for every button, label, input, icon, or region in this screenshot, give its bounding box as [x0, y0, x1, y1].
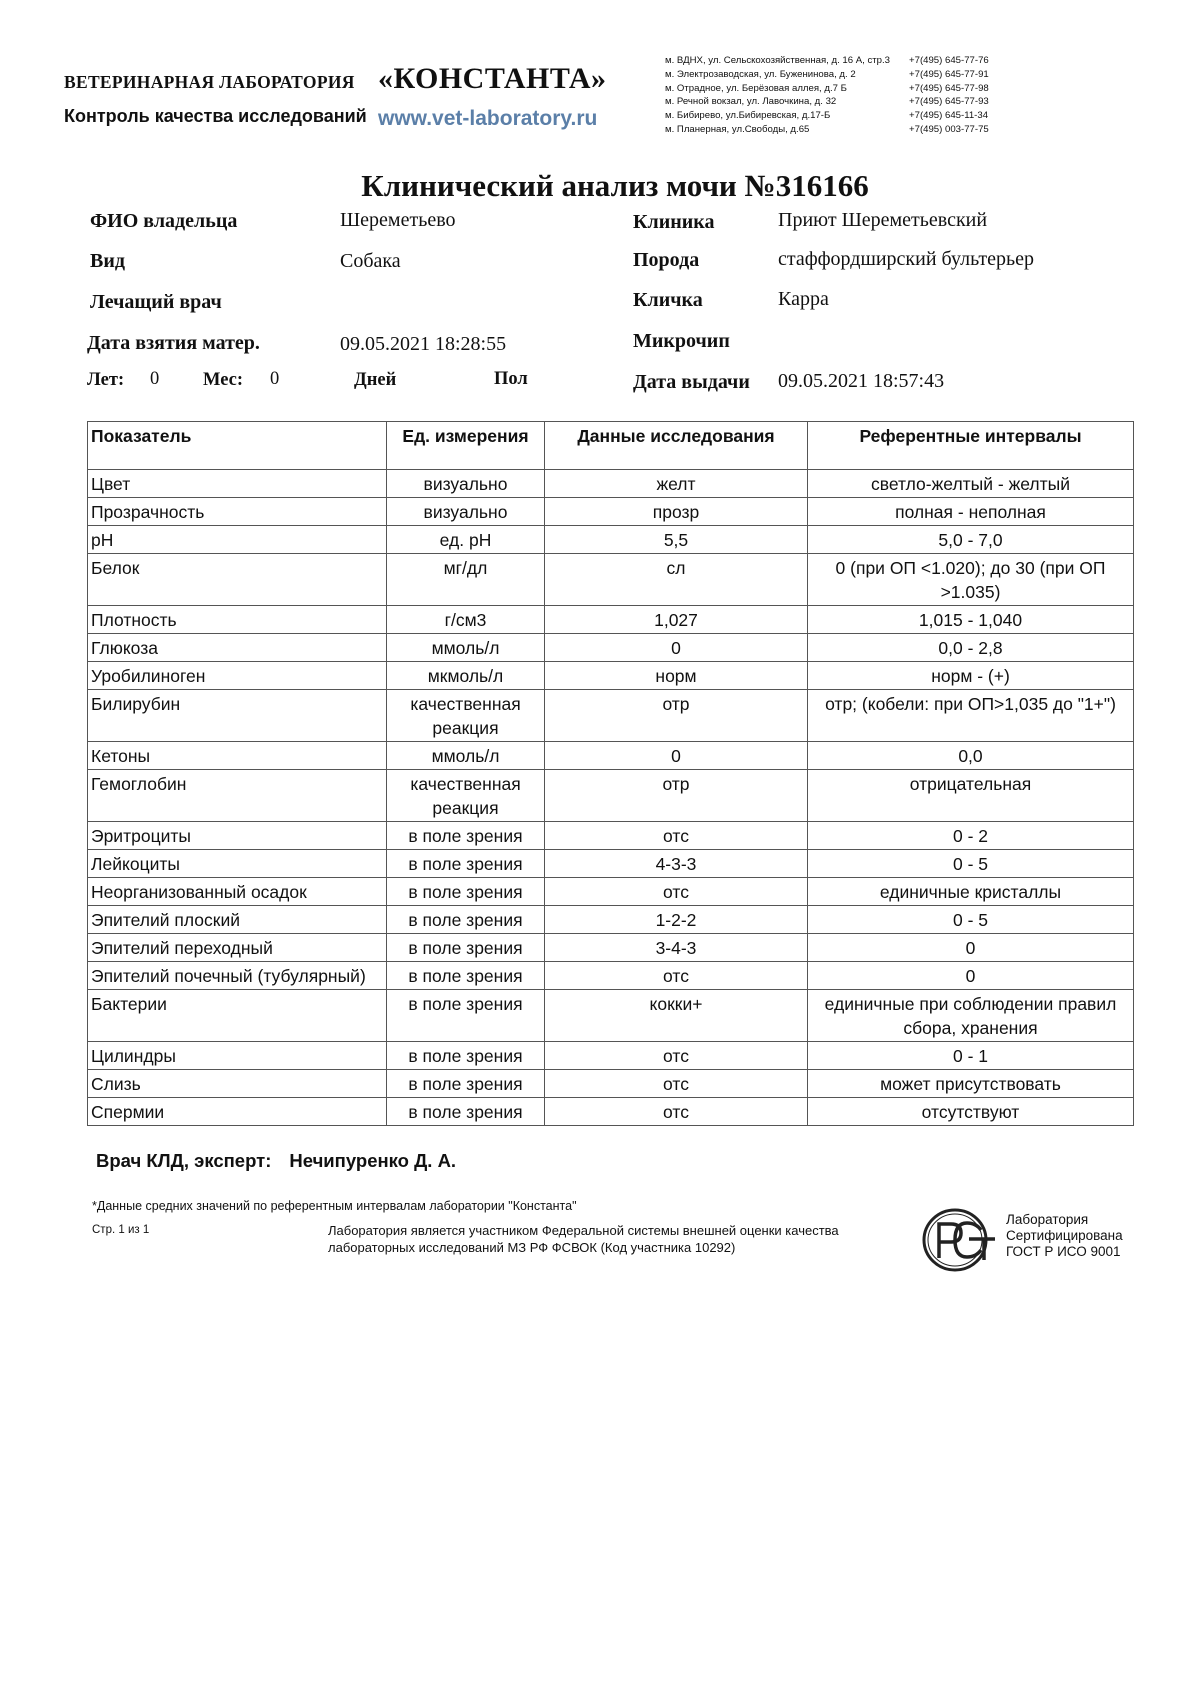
parameter-cell: Неорганизованный осадок: [88, 878, 387, 906]
table-row: [88, 662, 1134, 690]
parameter-cell: Уробилиноген: [88, 662, 387, 690]
address-row: [665, 68, 1010, 82]
parameter-cell: Бактерии: [88, 990, 387, 1042]
unit-cell: качественная реакция: [387, 770, 545, 822]
result-cell: 0: [545, 742, 808, 770]
table-row: [88, 1042, 1134, 1070]
parameter-cell: Слизь: [88, 1070, 387, 1098]
breed-label: Порода: [633, 249, 700, 271]
table-row: [88, 742, 1134, 770]
header-parameter: Показатель: [88, 422, 387, 470]
result-cell: отс: [545, 878, 808, 906]
table-row: [88, 878, 1134, 906]
reference-cell: единичные кристаллы: [808, 878, 1134, 906]
unit-cell: в поле зрения: [387, 934, 545, 962]
reference-cell: 0: [808, 962, 1134, 990]
table-row: [88, 690, 1134, 742]
parameter-cell: Гемоглобин: [88, 770, 387, 822]
reference-cell: отсутствуют: [808, 1098, 1134, 1126]
issue-date-value: 09.05.2021 18:57:43: [778, 370, 945, 392]
parameter-cell: Эпителий почечный (тубулярный): [88, 962, 387, 990]
result-cell: отс: [545, 962, 808, 990]
sample-date-value: 09.05.2021 18:28:55: [340, 333, 507, 355]
parameter-cell: Лейкоциты: [88, 850, 387, 878]
table-row: [88, 990, 1134, 1042]
reference-cell: 0 (при ОП <1.020); до 30 (при ОП >1.035): [808, 554, 1134, 606]
unit-cell: в поле зрения: [387, 962, 545, 990]
parameter-cell: Цилиндры: [88, 1042, 387, 1070]
table-row: [88, 850, 1134, 878]
parameter-cell: Белок: [88, 554, 387, 606]
page-number: Стр. 1 из 1: [92, 1224, 150, 1236]
lab-website-link[interactable]: www.vet-laboratory.ru: [378, 107, 598, 130]
address-list: [665, 54, 1010, 137]
parameter-cell: Эпителий переходный: [88, 934, 387, 962]
years-label: Лет:: [87, 370, 125, 390]
attending-doctor-label: Лечащий врач: [90, 291, 222, 313]
unit-cell: ед. pH: [387, 526, 545, 554]
address-text: м. Бибирево, ул.Бибиревская, д.17-Б: [665, 110, 831, 122]
fsvok-statement: Лаборатория является участником Федеральной системы внешней оценки качества лабораторных исследований МЗ РФ ФСВОК (Код участника 10292): [328, 1223, 839, 1255]
reference-cell: полная - неполная: [808, 498, 1134, 526]
months-value: 0: [270, 369, 280, 389]
lab-doctor-name: Нечипуренко Д. А.: [289, 1150, 457, 1171]
result-cell: отс: [545, 822, 808, 850]
address-text: м. ВДНХ, ул. Сельскохозяйственная, д. 16 А, стр.3: [665, 55, 891, 66]
cert-line: Лаборатория: [1006, 1212, 1089, 1227]
reference-cell: единичные при соблюдении правил сбора, хранения: [808, 990, 1134, 1042]
parameter-cell: Билирубин: [88, 690, 387, 742]
reference-cell: 0,0 - 2,8: [808, 634, 1134, 662]
result-cell: 1-2-2: [545, 906, 808, 934]
address-text: м. Планерная, ул.Свободы, д.65: [665, 123, 810, 135]
table-row: [88, 906, 1134, 934]
result-cell: отс: [545, 1042, 808, 1070]
owner-value: Шереметьево: [340, 209, 456, 231]
phone-number: +7(495) 645-77-76: [909, 55, 989, 66]
unit-cell: качественная реакция: [387, 690, 545, 742]
reference-cell: 5,0 - 7,0: [808, 526, 1134, 554]
parameter-cell: Спермии: [88, 1098, 387, 1126]
unit-cell: в поле зрения: [387, 990, 545, 1042]
phone-number: +7(495) 003-77-75: [909, 123, 989, 135]
reference-cell: 0 - 5: [808, 906, 1134, 934]
unit-cell: мкмоль/л: [387, 662, 545, 690]
reference-cell: может присутствовать: [808, 1070, 1134, 1098]
unit-cell: в поле зрения: [387, 1070, 545, 1098]
result-cell: кокки+: [545, 990, 808, 1042]
table-row: [88, 470, 1134, 498]
address-row: [665, 54, 1010, 68]
reference-cell: 0 - 2: [808, 822, 1134, 850]
result-cell: 1,027: [545, 606, 808, 634]
address-text: м. Электрозаводская, ул. Буженинова, д. 2: [665, 68, 856, 80]
parameter-cell: Прозрачность: [88, 498, 387, 526]
parameter-cell: Плотность: [88, 606, 387, 634]
reference-cell: 0,0: [808, 742, 1134, 770]
reference-footnote: *Данные средних значений по референтным интервалам лаборатории "Константа": [92, 1199, 577, 1213]
clinic-label: Клиника: [633, 211, 715, 233]
lab-doctor-signature: [96, 1150, 456, 1172]
species-label: Вид: [90, 250, 125, 272]
table-row: [88, 498, 1134, 526]
result-cell: отс: [545, 1098, 808, 1126]
table-row: [88, 554, 1134, 606]
unit-cell: ммоль/л: [387, 634, 545, 662]
parameter-cell: Глюкоза: [88, 634, 387, 662]
years-value: 0: [150, 369, 160, 389]
result-cell: 3-4-3: [545, 934, 808, 962]
phone-number: +7(495) 645-11-34: [909, 110, 989, 122]
address-row: [665, 82, 1010, 96]
report-title: Клинический анализ мочи №316166: [361, 168, 869, 203]
sex-label: Пол: [494, 369, 528, 389]
address-row: [665, 123, 1010, 137]
unit-cell: в поле зрения: [387, 1098, 545, 1126]
unit-cell: в поле зрения: [387, 850, 545, 878]
result-cell: отр: [545, 770, 808, 822]
lab-name: ВЕТЕРИНАРНАЯ ЛАБОРАТОРИЯ: [64, 72, 355, 92]
table-row: [88, 606, 1134, 634]
unit-cell: мг/дл: [387, 554, 545, 606]
table-row: [88, 1070, 1134, 1098]
issue-date-label: Дата выдачи: [633, 371, 750, 393]
lab-doctor-label: Врач КЛД, эксперт:: [96, 1150, 272, 1171]
unit-cell: в поле зрения: [387, 822, 545, 850]
table-header-row: [88, 422, 1134, 470]
header-unit: Ед. измерения: [387, 422, 545, 470]
lab-brand: «КОНСТАНТА»: [378, 62, 607, 95]
result-cell: сл: [545, 554, 808, 606]
address-text: м. Речной вокзал, ул. Лавочкина, д. 32: [665, 96, 837, 108]
pet-name-label: Кличка: [633, 289, 703, 311]
result-cell: прозр: [545, 498, 808, 526]
unit-cell: ммоль/л: [387, 742, 545, 770]
parameter-cell: Кетоны: [88, 742, 387, 770]
address-text: м. Отрадное, ул. Берёзовая аллея, д.7 Б: [665, 82, 847, 94]
owner-label: ФИО владельца: [90, 210, 238, 232]
table-row: [88, 770, 1134, 822]
unit-cell: визуально: [387, 498, 545, 526]
certification-caption: [1006, 1212, 1123, 1260]
parameter-cell: pH: [88, 526, 387, 554]
reference-cell: 0 - 1: [808, 1042, 1134, 1070]
sample-date-label: Дата взятия матер.: [87, 332, 260, 354]
unit-cell: в поле зрения: [387, 878, 545, 906]
rst-certification-logo-icon: [921, 1206, 1001, 1274]
species-value: Собака: [340, 250, 401, 272]
reference-cell: 0: [808, 934, 1134, 962]
table-row: [88, 934, 1134, 962]
result-cell: норм: [545, 662, 808, 690]
breed-value: стаффордширский бультерьер: [778, 248, 1035, 270]
unit-cell: визуально: [387, 470, 545, 498]
table-row: [88, 634, 1134, 662]
result-cell: отр: [545, 690, 808, 742]
address-row: [665, 109, 1010, 123]
reference-cell: норм - (+): [808, 662, 1134, 690]
parameter-cell: Эритроциты: [88, 822, 387, 850]
unit-cell: г/см3: [387, 606, 545, 634]
address-row: [665, 95, 1010, 109]
header-reference: Референтные интервалы: [808, 422, 1134, 470]
results-table: [87, 421, 1134, 1126]
parameter-cell: Эпителий плоский: [88, 906, 387, 934]
table-row: [88, 526, 1134, 554]
quality-control-caption: Контроль качества исследований: [64, 106, 367, 126]
result-cell: 4-3-3: [545, 850, 808, 878]
months-label: Мес:: [203, 370, 244, 390]
clinic-value: Приют Шереметьевский: [778, 209, 988, 231]
table-row: [88, 1098, 1134, 1126]
cert-line: ГОСТ Р ИСО 9001: [1006, 1244, 1121, 1259]
days-label: Дней: [354, 370, 397, 390]
reference-cell: 1,015 - 1,040: [808, 606, 1134, 634]
reference-cell: светло-желтый - желтый: [808, 470, 1134, 498]
cert-line: Сертифицирована: [1006, 1228, 1123, 1243]
phone-number: +7(495) 645-77-91: [909, 68, 989, 80]
unit-cell: в поле зрения: [387, 906, 545, 934]
reference-cell: отрицательная: [808, 770, 1134, 822]
result-cell: 0: [545, 634, 808, 662]
phone-number: +7(495) 645-77-93: [909, 96, 989, 108]
parameter-cell: Цвет: [88, 470, 387, 498]
result-cell: 5,5: [545, 526, 808, 554]
result-cell: отс: [545, 1070, 808, 1098]
reference-cell: отр; (кобели: при ОП>1,035 до "1+"): [808, 690, 1134, 742]
table-row: [88, 822, 1134, 850]
phone-number: +7(495) 645-77-98: [909, 82, 989, 94]
result-cell: желт: [545, 470, 808, 498]
table-row: [88, 962, 1134, 990]
microchip-label: Микрочип: [633, 330, 730, 352]
reference-cell: 0 - 5: [808, 850, 1134, 878]
pet-name-value: Карра: [778, 288, 829, 310]
header-result: Данные исследования: [545, 422, 808, 470]
unit-cell: в поле зрения: [387, 1042, 545, 1070]
